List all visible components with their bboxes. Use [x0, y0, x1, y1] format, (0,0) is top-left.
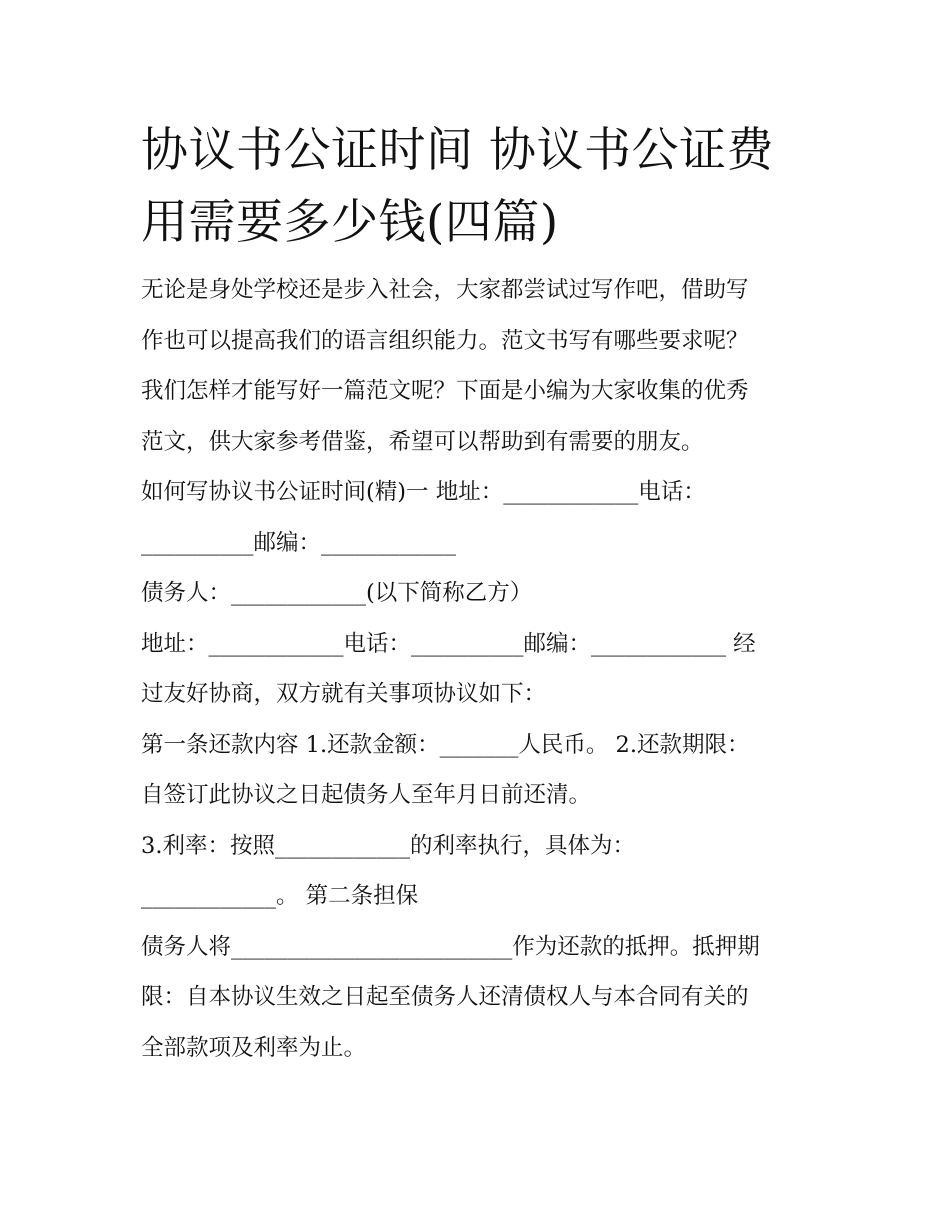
body-line: __________邮编：____________ [141, 529, 457, 556]
intro-line: 作也可以提高我们的语言组织能力。范文书写有哪些要求呢？ [141, 327, 749, 354]
body-line: 债务人将_________________________作为还款的抵押。抵押期 [141, 933, 760, 960]
body-line: 债务人：____________(以下简称乙方） [141, 580, 533, 606]
body-line: 如何写协议书公证时间(精)一 地址：____________电话： [141, 479, 706, 505]
body-line: 自签订此协议之日起债务人至年月日前还清。 [141, 782, 592, 808]
body-line: 全部款项及利率为止。 [141, 1034, 367, 1061]
body-line: ____________。 第二条担保 [141, 883, 419, 909]
body-line: 地址：____________电话：__________邮编：____________ 经 [141, 630, 756, 657]
body-line: 限：自本协议生效之日起至债务人还清债权人与本合同有关的 [141, 984, 749, 1010]
title-line-2: 用需要多少钱(四篇) [141, 195, 559, 250]
intro-line: 范文，供大家参考借鉴，希望可以帮助到有需要的朋友。 [141, 428, 704, 455]
body-line: 第一条还款内容 1.还款金额：_______人民币。 2.还款期限： [141, 731, 750, 758]
title-line-1: 协议书公证时间 协议书公证费 [141, 123, 774, 178]
body-line: 3.利率：按照____________的利率执行，具体为： [141, 832, 635, 859]
body-line: 过友好协商，双方就有关事项协议如下： [141, 681, 547, 707]
document-title [141, 115, 821, 259]
intro-line: 我们怎样才能写好一篇范文呢？下面是小编为大家收集的优秀 [141, 378, 749, 404]
document-page [141, 115, 821, 1073]
intro-line: 无论是身处学校还是步入社会，大家都尝试过写作吧，借助写 [141, 277, 749, 303]
